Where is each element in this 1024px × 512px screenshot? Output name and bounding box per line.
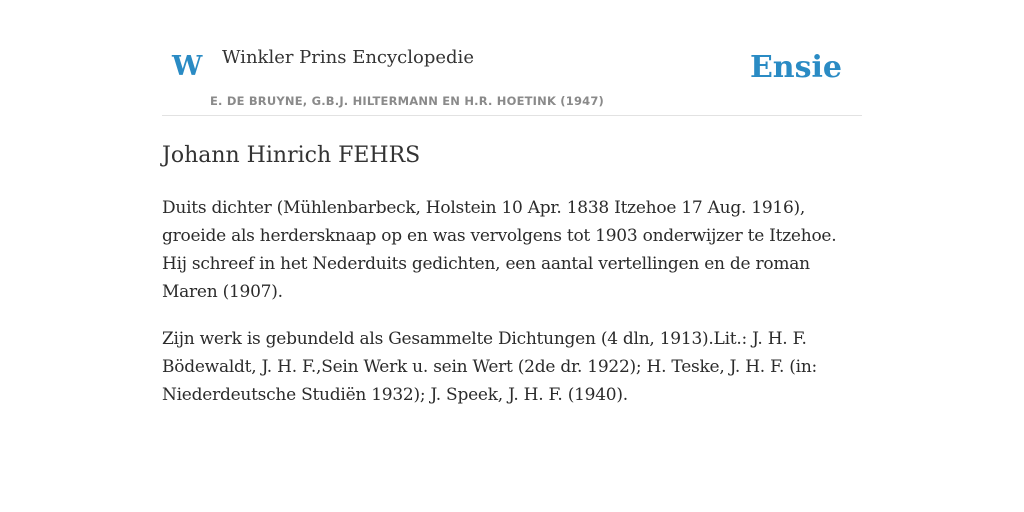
article-title: Johann Hinrich FEHRS [162, 143, 421, 168]
encyclopedia-authors: E. DE BRUYNE, G.B.J. HILTERMANN EN H.R. HOETINK (1947) [210, 94, 605, 108]
ensie-logo[interactable]: Ensie [749, 50, 842, 85]
encyclopedia-title-link[interactable]: Winkler Prins Encyclopedie [222, 47, 474, 68]
page-container [162, 0, 862, 409]
article-paragraph-2: Zijn werk is gebundeld als Gesammelte Dichtungen (4 dln, 1913).Lit.: J. H. F. Bödewaldt, J. H. F.,Sein Werk u. sein Wert (2de dr. 1922); H. Teske, J. H. F. (in: Niederdeutsche Studiën 1932); J. Speek, J. H. F. (1940). [162, 329, 818, 405]
article-paragraph-1: Duits dichter (Mühlenbarbeck, Holstein 10 Apr. 1838 Itzehoe 17 Aug. 1916), groeide als herdersknaap op en was vervolgens tot 1903 onderwijzer te Itzehoe. Hij schreef in het Nederduits gedichten, een aantal vertellingen en de roman Maren (1907). [162, 198, 837, 302]
winkler-prins-logo-icon[interactable]: W [172, 51, 203, 82]
encyclopedia-header [162, 0, 862, 116]
